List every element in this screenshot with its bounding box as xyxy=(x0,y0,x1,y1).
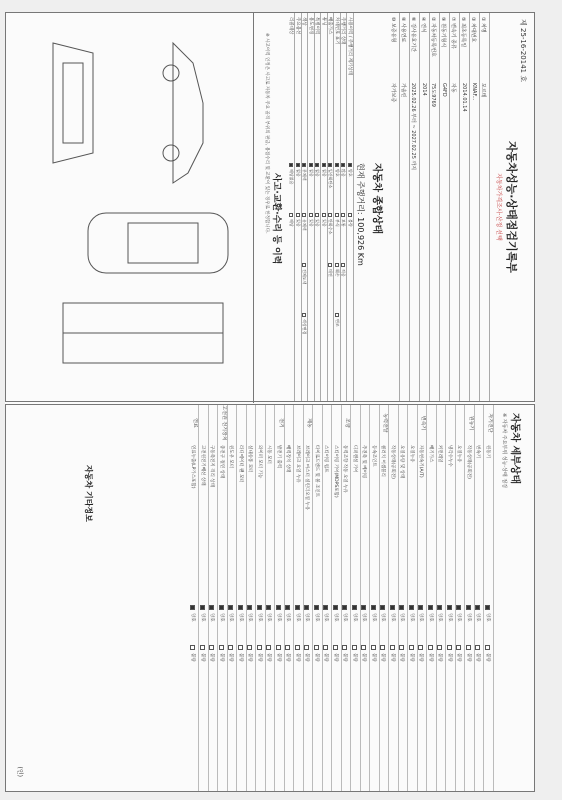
status-checkbox[interactable] xyxy=(342,263,346,267)
detail-checkbox[interactable] xyxy=(390,645,395,650)
status-option-label: 해당 xyxy=(289,219,295,227)
detail-item-label: 구동축전지 격리 상태 xyxy=(209,445,215,487)
detail-option-label: 양호 xyxy=(456,613,462,622)
detail-option-label: 불량 xyxy=(247,653,253,662)
car-underbody-icon xyxy=(63,303,223,363)
detail-section-label: 연료 xyxy=(192,418,199,428)
detail-checkbox[interactable] xyxy=(400,605,405,610)
detail-checkbox[interactable] xyxy=(276,605,281,610)
detail-checkbox[interactable] xyxy=(457,605,462,610)
car-top-view-icon xyxy=(88,213,228,273)
vehicle-info-value: 자가보증 xyxy=(390,83,396,103)
vehicle-info-row xyxy=(429,13,440,401)
detail-checkbox[interactable] xyxy=(248,605,253,610)
status-checkbox[interactable] xyxy=(342,163,346,167)
detail-item-label: 충전구 절연 상태 xyxy=(219,445,224,479)
detail-checkbox[interactable] xyxy=(305,645,310,650)
detail-item-label: 등속조인트 xyxy=(371,445,376,467)
detail-checkbox[interactable] xyxy=(333,645,338,650)
status-option-label: 있음 xyxy=(296,219,301,227)
status-option-label: 많음 xyxy=(341,169,347,177)
detail-option-label: 불량 xyxy=(428,653,433,662)
vehicle-info-label: ① 차명 xyxy=(480,17,486,33)
detail-checkbox[interactable] xyxy=(324,645,329,650)
detail-checkbox[interactable] xyxy=(314,605,319,610)
status-row xyxy=(295,13,303,401)
detail-option-label: 양호 xyxy=(323,613,329,622)
car-side-view-icon xyxy=(163,43,203,183)
detail-checkbox[interactable] xyxy=(343,645,348,650)
detail-checkbox[interactable] xyxy=(352,605,357,610)
detail-checkbox[interactable] xyxy=(333,605,338,610)
status-option-label: 유채색 xyxy=(302,219,308,231)
status-label: 특별이력 xyxy=(314,17,320,35)
detail-checkbox[interactable] xyxy=(191,605,196,610)
detail-item-label: 작동상태(공회전) xyxy=(390,445,395,479)
form-subtitle: 자동차가격조사·산정 선택 xyxy=(495,173,502,241)
detail-option-label: 양호 xyxy=(380,613,386,622)
detail-option-label: 불량 xyxy=(323,653,329,662)
detail-option-label: 양호 xyxy=(314,613,319,622)
detail-row xyxy=(188,405,200,791)
mileage-reading: 현재 주행거리: 100,926 Km xyxy=(356,163,365,266)
status-checkbox[interactable] xyxy=(316,213,320,217)
history-note: ※ 사고이력 인정은 사고로 자동차 주요 골격 부위의 판금, 용접수리 및 교환이 있는 경우로 한정합니다. xyxy=(264,33,269,234)
detail-checkbox[interactable] xyxy=(324,605,329,610)
status-label: 차대번호 표기 xyxy=(334,17,339,45)
detail-item-label: 작동상태(공회전) xyxy=(466,445,471,479)
car-diagram-area xyxy=(3,13,254,403)
detail-checkbox[interactable] xyxy=(314,645,319,650)
detail-option-label: 양호 xyxy=(285,613,291,622)
detail-item-label: 실내송풍 모터 xyxy=(247,445,253,473)
status-label: 주행거리 상태 xyxy=(340,17,346,45)
detail-item-label: 커먼레일 xyxy=(437,445,443,463)
detail-checkbox[interactable] xyxy=(438,645,443,650)
detail-section-label: 동력전달 xyxy=(382,413,389,433)
vehicle-info-label: ⑤ 최초등록일 xyxy=(460,17,466,48)
detail-option-label: 불량 xyxy=(285,653,291,662)
status-checkbox[interactable] xyxy=(335,163,339,167)
status-row xyxy=(301,13,309,401)
status-checkbox[interactable] xyxy=(342,213,346,217)
form-title: 자동차성능·상태점검기록부 xyxy=(505,141,518,273)
detail-section-label: 고전원 전기장치 xyxy=(221,405,227,441)
detail-status-subtitle: ※ 자동차 주요부위 성능·상태 점검 xyxy=(501,413,507,488)
detail-section-label: 조향 xyxy=(344,418,351,428)
vehicle-info-value: 자동 xyxy=(450,83,456,93)
status-label: 용도변경 xyxy=(308,17,313,35)
detail-option-label: 불량 xyxy=(304,653,310,662)
detail-status-title: 자동차 세부상태 xyxy=(509,413,520,485)
detail-item-label: 원동기 xyxy=(485,445,490,459)
detail-section-label: 원동기 xyxy=(468,415,474,431)
detail-option-label: 양호 xyxy=(409,613,414,622)
status-checkbox[interactable] xyxy=(303,263,307,267)
vehicle-info-value: 가솔린 xyxy=(400,83,406,98)
detail-option-label: 양호 xyxy=(390,613,395,622)
vehicle-info-label: ③ 차대번호 xyxy=(470,17,476,43)
detail-checkbox[interactable] xyxy=(248,645,253,650)
detail-item-label: 라디에이터 팬 모터 xyxy=(238,445,243,483)
status-option-label: 양호 xyxy=(348,169,353,177)
detail-option-label: 양호 xyxy=(295,613,300,622)
detail-item-label: 연료누출(LP가스포함) xyxy=(190,445,196,489)
detail-checkbox[interactable] xyxy=(457,645,462,650)
status-checkbox[interactable] xyxy=(335,313,339,317)
detail-option-label: 양호 xyxy=(447,613,452,622)
detail-checkbox[interactable] xyxy=(476,645,481,650)
detail-checkbox[interactable] xyxy=(466,645,471,650)
vehicle-info-label: ⑦ 변속기 종류 xyxy=(450,17,456,49)
detail-checkbox[interactable] xyxy=(238,605,243,610)
status-label: 색상 xyxy=(301,17,307,26)
status-checkbox[interactable] xyxy=(296,163,300,167)
detail-item-label: 시동 모터 xyxy=(266,445,272,464)
detail-section-label: 변속기 xyxy=(420,415,427,431)
detail-item-label: 배력장치 상태 xyxy=(285,445,291,473)
detail-item-label: 윈도우 모터 xyxy=(228,445,234,469)
detail-option-label: 양호 xyxy=(266,613,272,622)
vehicle-info-label: ② 자동차등록번호 xyxy=(430,17,436,57)
detail-checkbox[interactable] xyxy=(276,645,281,650)
detail-option-label: 양호 xyxy=(418,613,424,622)
detail-checkbox[interactable] xyxy=(295,605,300,610)
detail-option-label: 불량 xyxy=(200,653,205,662)
status-option-label: 있음 xyxy=(322,219,327,227)
vehicle-info-row xyxy=(389,13,400,401)
detail-checkbox[interactable] xyxy=(485,605,490,610)
vehicle-info-label: ④ 연식 xyxy=(420,17,426,33)
detail-checkbox[interactable] xyxy=(409,645,414,650)
detail-item-label: 자동변속기(A/T) xyxy=(418,445,424,478)
vehicle-info-label: ⑨ 원동기형식 xyxy=(440,17,446,48)
status-checkbox[interactable] xyxy=(329,163,333,167)
detail-checkbox[interactable] xyxy=(409,605,414,610)
detail-option-label: 불량 xyxy=(466,653,471,662)
detail-section-label: 자기진단 xyxy=(487,413,493,433)
detail-checkbox[interactable] xyxy=(447,605,452,610)
status-row xyxy=(288,13,296,401)
vehicle-info-row xyxy=(459,13,470,401)
detail-checkbox[interactable] xyxy=(466,605,471,610)
status-option-label: 변조 xyxy=(335,319,340,327)
detail-option-label: 불량 xyxy=(447,653,452,662)
detail-checkbox[interactable] xyxy=(295,645,300,650)
detail-option-label: 불량 xyxy=(456,653,462,662)
status-option-label: 양호 xyxy=(335,169,340,177)
detail-option-label: 양호 xyxy=(238,613,243,622)
status-label: 리콜대상 xyxy=(288,17,294,35)
vehicle-info-value: 75도9769 xyxy=(430,83,436,107)
detail-checkbox[interactable] xyxy=(428,645,433,650)
detail-option-label: 불량 xyxy=(361,653,367,662)
status-checkbox[interactable] xyxy=(348,213,352,217)
vehicle-info-label: ⑩ 보증유형 xyxy=(390,17,396,43)
vehicle-info-row xyxy=(439,13,450,401)
detail-option-label: 불량 xyxy=(418,653,424,662)
vehicle-info-row xyxy=(409,13,420,401)
detail-option-label: 양호 xyxy=(371,613,376,622)
detail-checkbox[interactable] xyxy=(419,605,424,610)
detail-option-label: 불량 xyxy=(399,653,405,662)
detail-checkbox[interactable] xyxy=(362,605,367,610)
detail-item-label: 오일누유 xyxy=(409,445,414,463)
detail-item-label: 브레이크 오일 누유 xyxy=(295,445,300,483)
status-checkbox[interactable] xyxy=(329,263,333,267)
detail-option-label: 양호 xyxy=(352,613,357,622)
detail-item-label: 오일유량 및 상태 xyxy=(399,445,405,479)
detail-checkbox[interactable] xyxy=(200,605,205,610)
status-checkbox[interactable] xyxy=(322,213,326,217)
status-checkbox[interactable] xyxy=(303,313,307,317)
status-option-label: 있음 xyxy=(309,219,314,227)
status-option-label: 없음 xyxy=(315,169,321,177)
detail-option-label: 불량 xyxy=(352,653,357,662)
status-option-label: 일산화탄소 xyxy=(328,169,334,189)
status-row xyxy=(321,13,329,401)
status-option-label: 탄화수소 xyxy=(328,219,334,235)
detail-checkbox[interactable] xyxy=(305,605,310,610)
detail-option-label: 양호 xyxy=(475,613,481,622)
detail-option-label: 불량 xyxy=(485,653,490,662)
detail-checkbox[interactable] xyxy=(371,605,376,610)
other-info-title: 자동차 기타정보 xyxy=(84,465,93,522)
detail-checkbox[interactable] xyxy=(219,605,224,610)
detail-item-label: 클러치 어셈블리 xyxy=(380,445,386,477)
vehicle-info-value: KNAF... xyxy=(471,83,477,101)
detail-checkbox[interactable] xyxy=(238,645,243,650)
detail-option-label: 불량 xyxy=(209,653,215,662)
detail-item-label: 브레이크 마스터 실린더오일 누유 xyxy=(304,445,310,511)
status-label: 배출가스 xyxy=(327,17,333,35)
status-option-label: 전체도색 xyxy=(302,269,308,285)
detail-checkbox[interactable] xyxy=(229,605,234,610)
detail-checkbox[interactable] xyxy=(257,645,262,650)
detail-option-label: 양호 xyxy=(190,613,196,622)
detail-item-label: 디퍼렌셜 기어 xyxy=(352,445,357,473)
detail-item-label: 배기가스 xyxy=(428,445,433,463)
status-checkbox[interactable] xyxy=(290,213,294,217)
status-checkbox[interactable] xyxy=(335,263,339,267)
detail-item-label: 발전기 출력 xyxy=(276,445,281,469)
status-option-label: 없음 xyxy=(309,169,314,177)
inspection-form-rotated xyxy=(5,12,535,792)
detail-checkbox[interactable] xyxy=(257,605,262,610)
detail-option-label: 불량 xyxy=(333,653,338,662)
status-row xyxy=(347,13,355,401)
detail-option-label: 양호 xyxy=(333,613,338,622)
detail-option-label: 양호 xyxy=(209,613,215,622)
detail-option-label: 양호 xyxy=(219,613,224,622)
status-option-label: 보통 xyxy=(341,219,347,227)
detail-checkbox[interactable] xyxy=(229,645,234,650)
status-option-label: 부식 xyxy=(335,219,340,227)
form-page-1 xyxy=(5,12,535,402)
detail-checkbox[interactable] xyxy=(371,645,376,650)
status-checkbox[interactable] xyxy=(303,163,307,167)
detail-option-label: 양호 xyxy=(399,613,405,622)
detail-option-label: 불량 xyxy=(190,653,196,662)
vehicle-info-value: 2014.01.14 xyxy=(461,83,467,112)
detail-option-label: 불량 xyxy=(371,653,376,662)
detail-checkbox[interactable] xyxy=(419,645,424,650)
car-front-view-icon xyxy=(53,43,93,163)
detail-checkbox[interactable] xyxy=(476,605,481,610)
detail-item-label: 동력조향 작동 오일 누유 xyxy=(342,445,348,493)
detail-option-label: 불량 xyxy=(276,653,281,662)
detail-checkbox[interactable] xyxy=(381,645,386,650)
status-checkbox[interactable] xyxy=(303,213,307,217)
vehicle-info-row xyxy=(399,13,410,401)
detail-option-label: 양호 xyxy=(304,613,310,622)
detail-item-label: 타이로드엔드 및 볼 조인트 xyxy=(314,445,319,498)
detail-checkbox[interactable] xyxy=(191,645,196,650)
detail-checkbox[interactable] xyxy=(428,605,433,610)
vehicle-info-value: 포르테 xyxy=(480,83,486,98)
status-option-label: 불량 xyxy=(348,219,353,227)
detail-option-label: 양호 xyxy=(228,613,234,622)
status-checkbox[interactable] xyxy=(335,213,339,217)
status-row xyxy=(340,13,348,401)
detail-option-label: 양호 xyxy=(466,613,471,622)
status-row xyxy=(308,13,316,401)
detail-option-label: 양호 xyxy=(257,613,262,622)
detail-option-label: 양호 xyxy=(276,613,281,622)
detail-option-label: 불량 xyxy=(380,653,386,662)
detail-item-label: 스티어링 기어(MDPS포함) xyxy=(333,445,338,498)
status-row xyxy=(314,13,322,401)
document-number: 제 25-16-20141 호 xyxy=(519,19,527,83)
detail-checkbox[interactable] xyxy=(362,645,367,650)
status-checkbox[interactable] xyxy=(309,213,313,217)
status-checkbox[interactable] xyxy=(296,213,300,217)
detail-checkbox[interactable] xyxy=(400,645,405,650)
detail-option-label: 불량 xyxy=(342,653,348,662)
detail-checkbox[interactable] xyxy=(200,645,205,650)
status-checkbox[interactable] xyxy=(322,163,326,167)
detail-checkbox[interactable] xyxy=(485,645,490,650)
history-title: 사고·교환·수리 등 이력 xyxy=(271,173,281,265)
detail-option-label: 양호 xyxy=(485,613,490,622)
vehicle-info-label: ⑥ 검사유효기간 xyxy=(410,17,416,53)
car-diagrams-svg xyxy=(3,13,253,403)
status-row xyxy=(327,13,335,401)
detail-item-label: 와이퍼 모터 기능 xyxy=(257,445,262,479)
detail-item-label: 변속기 xyxy=(475,445,481,459)
detail-checkbox[interactable] xyxy=(381,605,386,610)
status-label: 튜닝 xyxy=(321,17,326,26)
detail-checkbox[interactable] xyxy=(267,605,272,610)
status-option-label: 매연 xyxy=(328,269,334,277)
status-option-label: 색상변경 xyxy=(302,319,308,335)
vehicle-info-value: 2014 xyxy=(421,83,427,96)
status-checkbox[interactable] xyxy=(316,163,320,167)
detail-item-label: 스티어링 펌프 xyxy=(323,445,329,473)
detail-checkbox[interactable] xyxy=(390,605,395,610)
detail-option-label: 불량 xyxy=(295,653,300,662)
detail-option-label: 양호 xyxy=(342,613,348,622)
detail-option-label: 불량 xyxy=(475,653,481,662)
status-option-label: 해당없음 xyxy=(289,169,295,185)
vehicle-info-value: G4FD xyxy=(441,83,447,97)
detail-option-label: 불량 xyxy=(390,653,395,662)
vehicle-info-row xyxy=(479,13,490,401)
form-page-2 xyxy=(5,404,535,792)
detail-option-label: 불량 xyxy=(219,653,224,662)
status-label: 주요옵션 xyxy=(295,17,300,35)
vehicle-info-row xyxy=(449,13,460,401)
detail-checkbox[interactable] xyxy=(286,645,291,650)
detail-checkbox[interactable] xyxy=(352,645,357,650)
status-option-label: 무채색 xyxy=(302,169,308,181)
detail-option-label: 불량 xyxy=(238,653,243,662)
status-checkbox[interactable] xyxy=(290,163,294,167)
detail-option-label: 양호 xyxy=(428,613,433,622)
detail-option-label: 불량 xyxy=(314,653,319,662)
detail-checkbox[interactable] xyxy=(447,645,452,650)
vehicle-info-value: 2025.02.26 부터 ~ 2027.02.25 까지 xyxy=(410,83,416,171)
vehicle-info-row xyxy=(469,13,480,401)
detail-option-label: 양호 xyxy=(361,613,367,622)
status-option-label: 없음 xyxy=(322,169,327,177)
detail-option-label: 불량 xyxy=(409,653,414,662)
detail-option-label: 불량 xyxy=(266,653,272,662)
detail-checkbox[interactable] xyxy=(267,645,272,650)
detail-checkbox[interactable] xyxy=(438,605,443,610)
status-option-label: 적음 xyxy=(341,269,347,277)
detail-option-label: 불량 xyxy=(257,653,262,662)
detail-section-label: 제동 xyxy=(306,418,313,428)
detail-option-label: 불량 xyxy=(437,653,443,662)
overall-status-title: 자동차 종합상태 xyxy=(371,163,382,235)
detail-option-label: 양호 xyxy=(247,613,253,622)
detail-option-label: 양호 xyxy=(200,613,205,622)
detail-item-label: 냉각수누수 xyxy=(447,445,452,467)
detail-option-label: 양호 xyxy=(437,613,443,622)
vehicle-info-row xyxy=(419,13,430,401)
status-label: 사용이력 / 주행거리 계기상태 xyxy=(347,17,352,75)
status-option-label: 있음 xyxy=(315,219,321,227)
detail-item-label: 고전원전기배선 상태 xyxy=(200,445,205,486)
detail-checkbox[interactable] xyxy=(210,645,215,650)
status-row xyxy=(334,13,342,401)
detail-option-label: 불량 xyxy=(228,653,234,662)
detail-checkbox[interactable] xyxy=(210,605,215,610)
status-checkbox[interactable] xyxy=(329,213,333,217)
detail-checkbox[interactable] xyxy=(219,645,224,650)
detail-checkbox[interactable] xyxy=(286,605,291,610)
status-option-label: 없음 xyxy=(296,169,301,177)
vehicle-info-label: ⑧ 사용연료 xyxy=(400,17,406,43)
detail-item-label: 오일누유 xyxy=(456,445,462,463)
status-checkbox[interactable] xyxy=(348,163,352,167)
detail-item-label: 추진축 및 베어링 xyxy=(361,445,367,479)
detail-checkbox[interactable] xyxy=(343,605,348,610)
detail-section-label: 전기 xyxy=(278,418,284,428)
signature-mark: (인) xyxy=(16,766,23,777)
status-checkbox[interactable] xyxy=(309,163,313,167)
status-option-label: 훼손 xyxy=(335,269,340,277)
